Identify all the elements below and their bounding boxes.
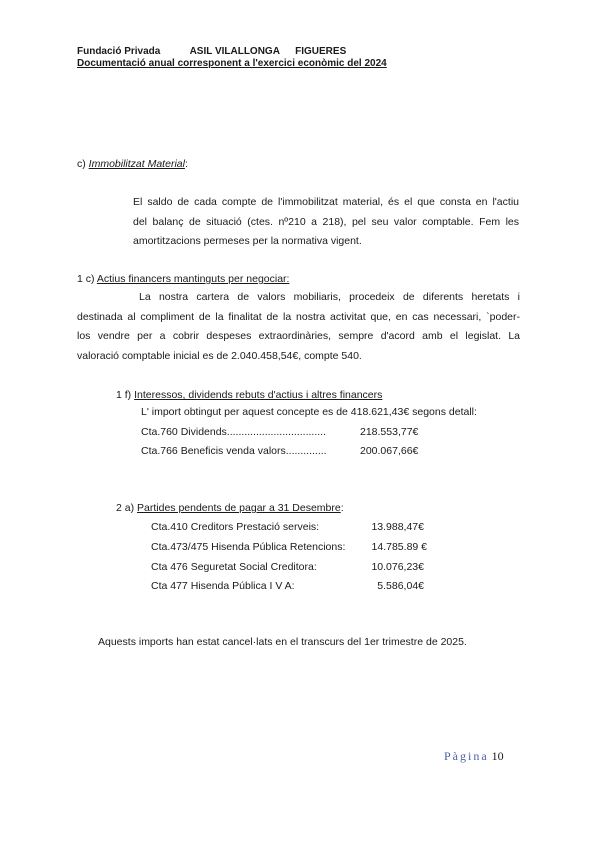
- detail-row-amount: 218.553,77€: [360, 426, 419, 438]
- header-line: [77, 46, 346, 57]
- paragraph-line: destinada al compliment de la finalitat de la nostra activitat que, en cas necessari, `poder-: [77, 310, 520, 323]
- page-word: Pàgina: [444, 749, 489, 763]
- payable-row-label: Cta 476 Seguretat Social Creditora:: [151, 561, 317, 573]
- section-c-heading: [77, 158, 188, 170]
- section-c-prefix: c): [77, 158, 86, 170]
- closing-note: Aquests imports han estat cancel·lats en el transcurs del 1er trimestre de 2025.: [98, 636, 467, 648]
- header-subtitle: Documentació anual corresponent a l'exercici econòmic del 2024: [77, 58, 387, 69]
- section-1f-title: Interessos, dividends rebuts d'actius i altres financers: [134, 389, 383, 401]
- paragraph-line: amortitzacions permeses per la normativa vigent.: [133, 235, 362, 247]
- payable-row-amount: 14.785.89 €: [371, 541, 427, 553]
- header-org-city: FIGUERES: [295, 46, 347, 57]
- section-1c-paragraph: [77, 288, 520, 366]
- paragraph-line: valoració comptable inicial es de 2.040.458,54€, compte 540.: [77, 349, 362, 362]
- section-2a-title: Partides pendents de pagar a 31 Desembre: [137, 502, 341, 514]
- detail-row-amount: 200.067,66€: [360, 445, 419, 457]
- section-1c-prefix: 1 c): [77, 273, 95, 285]
- section-1f-intro: L' import obtingut per aquest concepte es de 418.621,43€ segons detall:: [141, 406, 477, 418]
- paragraph-line: El saldo de cada compte de l'immobilitzat material, és el que consta en l'actiu: [133, 196, 519, 208]
- paragraph-line: La nostra cartera de valors mobiliaris, procedeix de diferents heretats i: [139, 291, 520, 303]
- section-c-paragraph: [133, 193, 519, 252]
- section-2a-prefix: 2 a): [116, 502, 135, 514]
- section-c-title: Immobilitzat Material: [88, 158, 185, 170]
- detail-row-label: Cta.760 Dividends..................................: [141, 426, 326, 438]
- section-1f-prefix: 1 f): [116, 389, 132, 401]
- payable-row-amount: 5.586,04€: [377, 580, 424, 592]
- detail-row-label: Cta.766 Beneficis venda valors..............: [141, 445, 327, 457]
- page-footer: [444, 749, 504, 764]
- section-1c-title: Actius financers mantinguts per negociar:: [96, 273, 290, 285]
- payable-row-label: Cta 477 Hisenda Pública I V A:: [151, 580, 295, 592]
- payable-row-label: Cta.410 Creditors Prestació serveis:: [151, 521, 320, 533]
- payable-row-amount: 13.988,47€: [371, 521, 424, 533]
- paragraph-line: del balanç de situació (ctes. nº210 a 218), pel seu valor comptable. Fem les: [133, 215, 519, 228]
- payable-row-label: Cta.473/475 Hisenda Pública Retencions:: [151, 541, 346, 553]
- section-c-colon: :: [184, 158, 188, 170]
- payable-row-amount: 10.076,23€: [371, 561, 424, 573]
- header-org-name: ASIL VILALLONGA: [189, 46, 280, 57]
- section-1f-heading: [116, 389, 382, 401]
- section-2a-heading: [116, 502, 344, 514]
- section-1c-heading: [77, 273, 289, 285]
- page-number: 10: [491, 749, 504, 763]
- section-2a-colon: :: [340, 502, 344, 514]
- header-org-prefix: Fundació Privada: [77, 46, 161, 57]
- paragraph-line: los vendre per a cobrir despeses extraordinàries, sempre d'acord amb el legislat. La: [77, 330, 520, 342]
